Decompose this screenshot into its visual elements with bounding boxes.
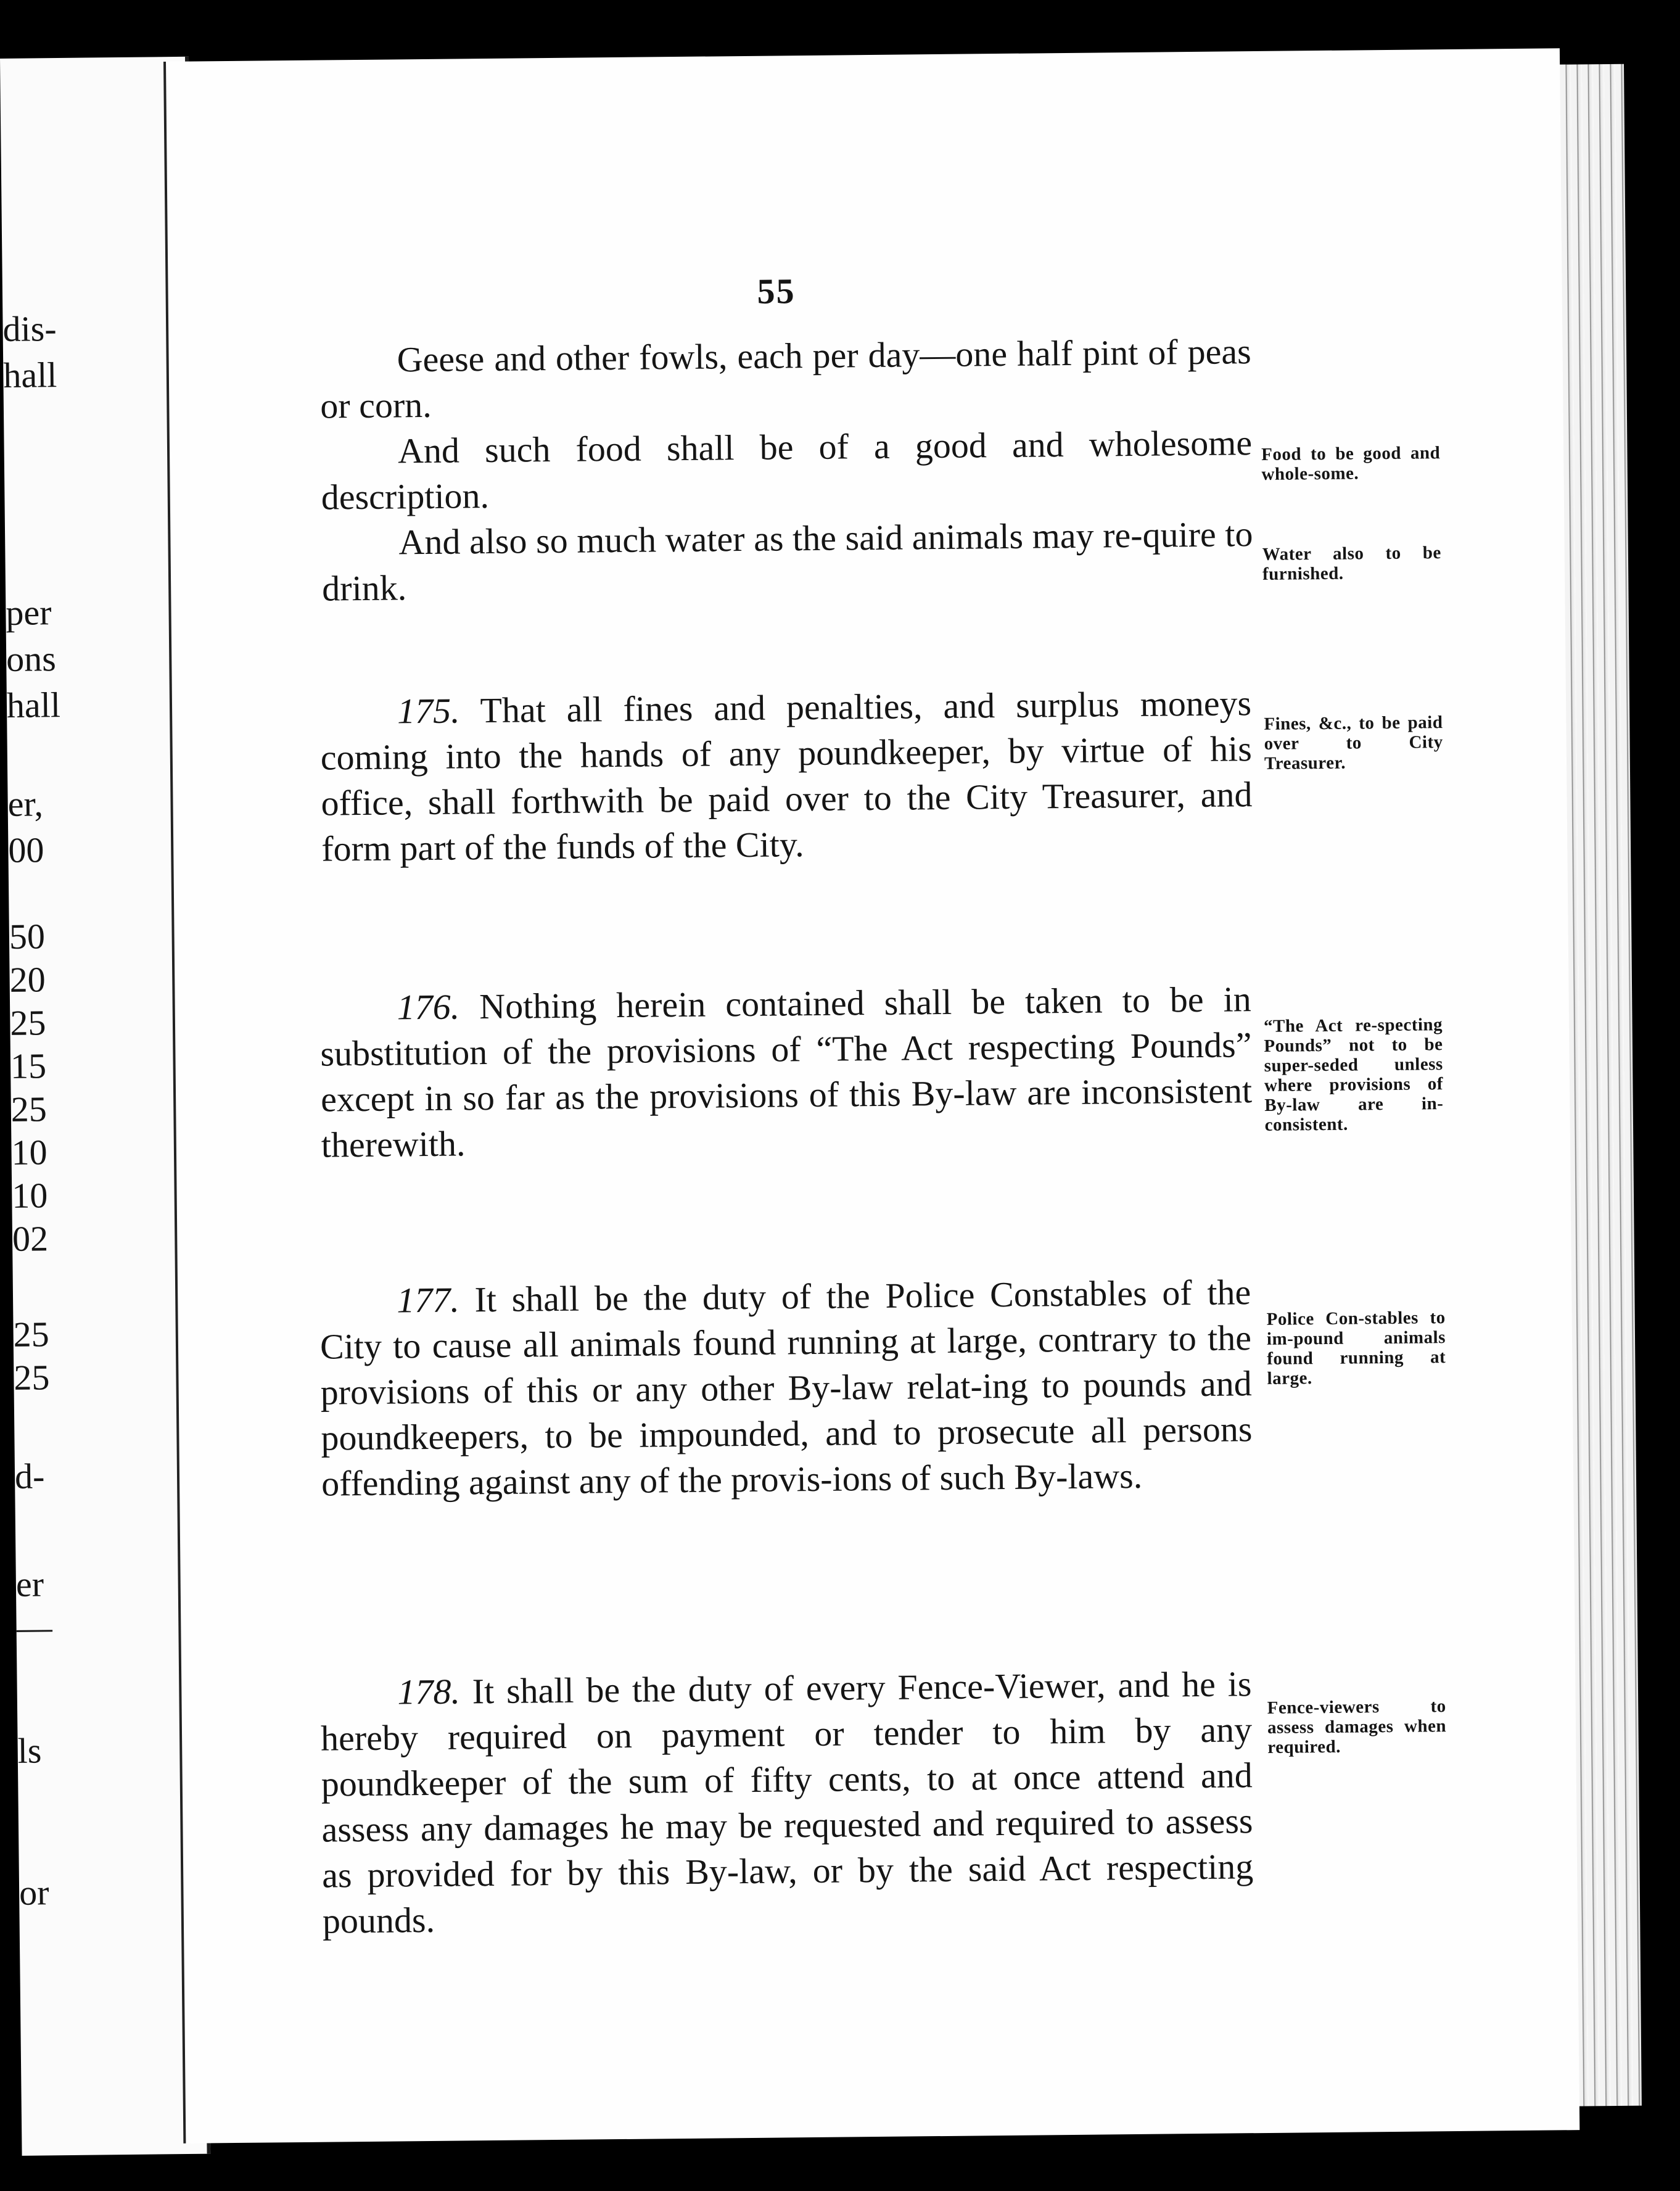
section-number: 177. [396,1279,460,1321]
left-fragment: 25 [14,1357,50,1398]
left-fragment: d- [14,1456,45,1496]
paragraph-geese [319,329,1251,429]
left-fragment: 25 [10,1089,47,1129]
margin-note-175: Fines, &c., to be paid over to City Treasurer. [1264,712,1443,774]
margin-note-177: Police Con-stables to im-pound animals found running at large. [1266,1308,1446,1388]
paragraph-text: And such food shall be of a good and wholesome description. [321,423,1253,518]
left-fragment: 10 [11,1175,48,1216]
page-number: 55 [757,271,796,312]
paragraph-text: Geese and other fowls, each per day—one half pint of peas or corn. [320,331,1251,426]
left-fragment: er, [7,783,44,824]
margin-note-176: “The Act re-specting Pounds” not to be super-seded unless where provisions of By-law are in-consistent. [1263,1015,1444,1135]
section-number: 175. [397,690,460,732]
section-175 [320,680,1253,872]
paragraph-water [321,511,1253,611]
left-fragment: or [19,1872,49,1913]
left-fragment: — [16,1607,52,1648]
margin-note-water: Water also to be furnished. [1262,543,1441,584]
main-page [163,48,1579,2144]
section-number: 176. [397,986,460,1028]
paragraph-food [321,420,1253,520]
section-text: That all fines and penalties, and surplus moneys coming into the hands of any poundkeeper, by virtue of his office, shall forthwith be paid over to the City Treasurer, and form part of the funds of the City. [320,683,1253,869]
margin-note-178: Fence-viewers to assess damages when required. [1267,1696,1447,1757]
left-fragment: per [6,592,52,633]
left-fragment: 02 [12,1218,49,1259]
section-number: 178. [397,1671,461,1712]
section-177 [319,1269,1253,1506]
left-fragment: 00 [8,830,44,870]
margin-note-food: Food to be good and whole-some. [1261,443,1441,484]
section-text: It shall be the duty of every Fence-Viewer, and he is hereby required on payment or tender to him by any poundkeeper of the sum of fifty cents, to at once attend and assess any damages he may be requested and required to assess as provided for by this By-law, or by the said Act respecting pounds. [320,1664,1254,1941]
section-text: It shall be the duty of the Police Constables of the City to cause all animals found running at large, contrary to the provisions of this or any other By-law relat-ing to pounds and poundkeepers, to be impounded, and to prosecute all persons offending against any of the provis-ions of such By-laws. [319,1272,1253,1504]
section-178 [320,1661,1254,1944]
left-fragment: ls [17,1730,42,1771]
left-fragment: hall [6,685,61,725]
paragraph-text: And also so much water as the said animals may re-quire to drink. [321,514,1253,609]
left-fragment: 10 [11,1132,47,1173]
section-176 [319,976,1253,1168]
left-fragment: 15 [10,1046,47,1086]
left-fragment: er [15,1564,44,1604]
left-fragment: ons [6,638,57,679]
left-fragment: dis- [2,308,57,349]
left-fragment: 20 [9,959,46,1000]
section-text: Nothing herein contained shall be taken to be in substitution of the provisions of “The Act respecting Pounds” except in so far as the provisions of this By-law are inconsistent therewith. [320,979,1253,1165]
left-fragment: hall [3,355,57,395]
left-fragment: 50 [9,916,46,957]
left-fragment: 25 [13,1314,49,1355]
left-fragment: 25 [10,1002,46,1043]
